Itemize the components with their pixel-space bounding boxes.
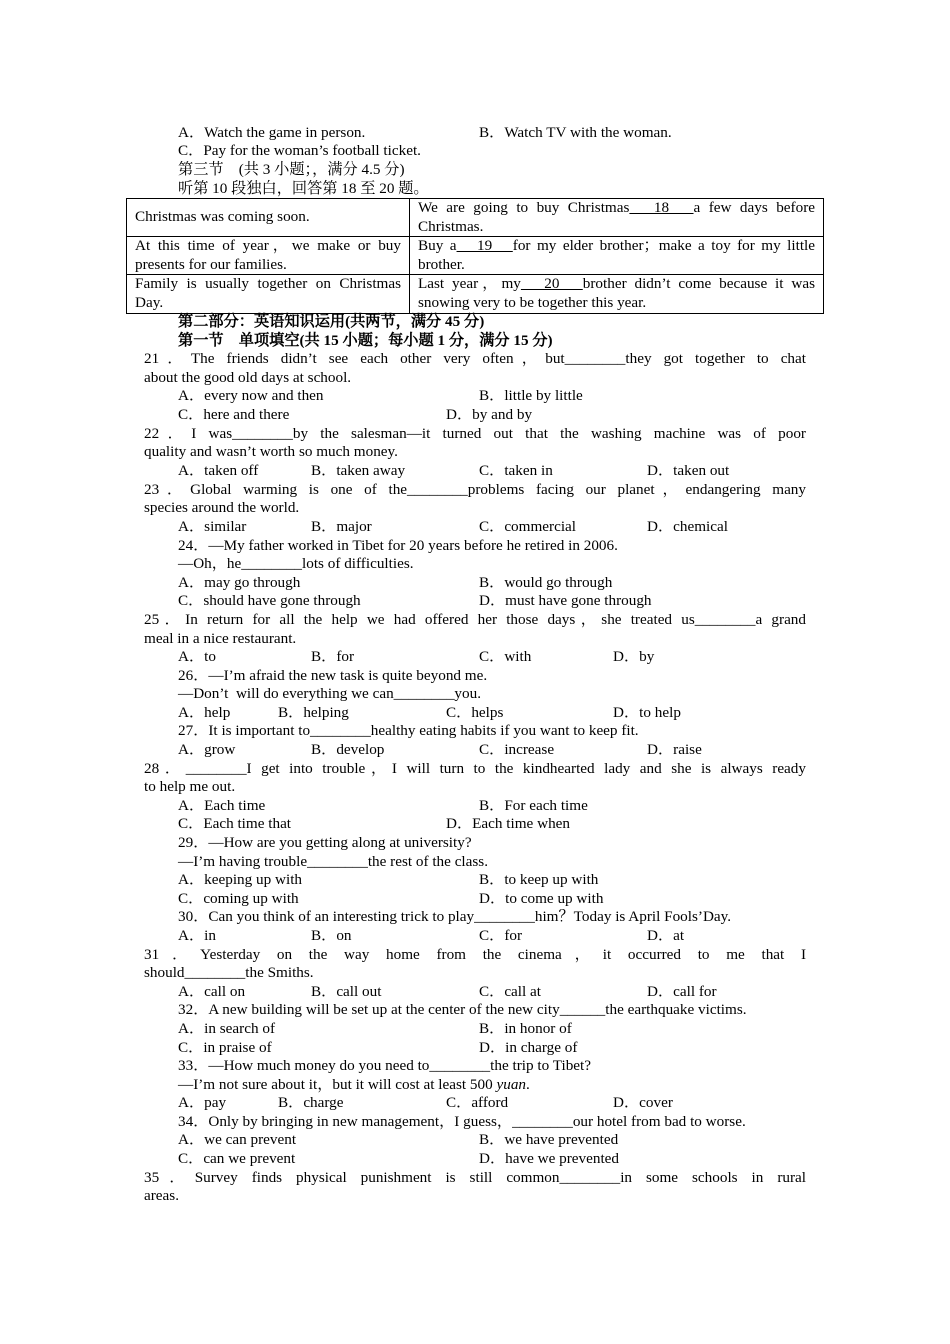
q28-option-b: B．For each time: [479, 797, 588, 814]
question-23-cont: species around the world.: [144, 499, 300, 516]
cell-text: We are going to buy Christmas: [418, 199, 630, 216]
question-29-reply: —I’m having trouble________the rest of the class.: [178, 853, 489, 870]
question-28-cont: to help me out.: [144, 778, 236, 795]
question-23: 23．Global warming is one of the________problems facing our planet，endangering many: [144, 481, 806, 498]
reply-period: .: [526, 1076, 530, 1093]
q25-option-a: A．to: [178, 648, 216, 665]
table-row: [127, 199, 824, 237]
q25-option-c: C．with: [479, 648, 532, 665]
q27-option-c: C．increase: [479, 741, 555, 758]
question-26: 26．—I’m afraid the new task is quite beyond me.: [178, 667, 488, 684]
q23-option-b: B．major: [311, 518, 372, 535]
q32-option-d: D．in charge of: [479, 1039, 578, 1056]
q27-option-b: B．develop: [311, 741, 385, 758]
q22-option-a: A．taken off: [178, 462, 259, 479]
q22-option-d: D．taken out: [647, 462, 730, 479]
q31-option-d: D．call for: [647, 983, 717, 1000]
question-24-reply: —Oh，he________lots of difficulties.: [178, 555, 414, 572]
q33-option-b: B．charge: [278, 1094, 344, 1111]
question-22: 22．I was________by the salesman—it turned out that the washing machine was of poor: [144, 425, 806, 442]
table-cell: Family is usually together on Christmas Day.: [127, 275, 410, 313]
cell-text: a few days before Christmas.: [418, 199, 815, 235]
q22-option-c: C．taken in: [479, 462, 553, 479]
cell-text: for my elder brother；make a toy for my little brother.: [418, 237, 816, 273]
table-row: [127, 275, 824, 313]
question-34: 34．Only by bringing in new management，I guess，________our hotel from bad to worse.: [178, 1113, 746, 1130]
q29-option-b: B．to keep up with: [479, 871, 599, 888]
q23-option-c: C．commercial: [479, 518, 576, 535]
answer-blank: 20: [520, 275, 583, 293]
q30-option-c: C．for: [479, 927, 523, 944]
q26-option-a: A．help: [178, 704, 231, 721]
q29-option-a: A．keeping up with: [178, 871, 303, 888]
q34-option-a: A．we can prevent: [178, 1131, 297, 1148]
q33-option-d: D．cover: [613, 1094, 673, 1111]
reply-text: —I’m not sure about it，but it will cost at least 500: [178, 1076, 497, 1093]
question-21: 21．The friends didn’t see each other very often，but________they got together to chat: [144, 350, 806, 367]
q33-option-a: A．pay: [178, 1094, 227, 1111]
q31-option-c: C．call at: [479, 983, 541, 1000]
q24-option-d: D．must have gone through: [479, 592, 652, 609]
part2-section1-title: 第一节 单项填空(共 15 小题；每小题 1 分，满分 15 分): [178, 332, 553, 349]
currency-word: yuan: [496, 1076, 527, 1093]
q30-option-d: D．at: [647, 927, 685, 944]
question-31-cont: should________the Smiths.: [144, 964, 314, 981]
question-25-cont: meal in a nice restaurant.: [144, 630, 297, 647]
option-c: C．Pay for the woman’s football ticket.: [178, 142, 421, 159]
q30-option-a: A．in: [178, 927, 216, 944]
question-27: 27．It is important to________healthy eating habits if you want to keep fit.: [178, 722, 639, 739]
q24-option-b: B．would go through: [479, 574, 613, 591]
question-33: 33．—How much money do you need to________the trip to Tibet?: [178, 1057, 591, 1074]
q32-option-a: A．in search of: [178, 1020, 275, 1037]
q34-option-c: C．can we prevent: [178, 1150, 296, 1167]
table-cell: Christmas was coming soon.: [127, 199, 410, 237]
section3-instruction: 听第 10 段独白，回答第 18 至 20 题。: [178, 180, 429, 197]
cell-text: Buy a: [418, 237, 457, 255]
q26-option-c: C．helps: [446, 704, 504, 721]
q34-option-d: D．have we prevented: [479, 1150, 620, 1167]
option-b: B．Watch TV with the woman.: [479, 124, 672, 141]
question-35-cont: areas.: [144, 1187, 179, 1204]
q27-option-a: A．grow: [178, 741, 236, 758]
q27-option-d: D．raise: [647, 741, 702, 758]
table-cell: [410, 275, 824, 313]
answer-blank: 19: [456, 237, 513, 255]
question-22-cont: quality and wasn’t worth so much money.: [144, 443, 398, 460]
q23-option-a: A．similar: [178, 518, 247, 535]
section3-title: 第三节 (共 3 小题；，满分 4.5 分): [178, 161, 405, 178]
q31-option-b: B．call out: [311, 983, 382, 1000]
question-28: 28．________I get into trouble，I will turn to the kindhearted lady and she is always ready: [144, 760, 806, 777]
cell-text: Last year，my: [418, 275, 521, 293]
q28-option-a: A．Each time: [178, 797, 266, 814]
question-25: 25．In return for all the help we had offered her those days，she treated us________a grand: [144, 611, 806, 628]
table-cell: [410, 199, 824, 237]
q23-option-d: D．chemical: [647, 518, 728, 535]
question-29: 29．—How are you getting along at university?: [178, 834, 472, 851]
q30-option-b: B．on: [311, 927, 352, 944]
question-24: 24．—My father worked in Tibet for 20 years before he retired in 2006.: [178, 537, 618, 554]
q21-option-a: A．every now and then: [178, 387, 324, 404]
q32-option-b: B．in honor of: [479, 1020, 572, 1037]
table-cell: [410, 237, 824, 275]
q25-option-d: D．by: [613, 648, 655, 665]
q24-option-c: C．should have gone through: [178, 592, 361, 609]
question-32: 32．A new building will be set up at the center of the new city______the earthquake victims.: [178, 1001, 747, 1018]
q32-option-c: C．in praise of: [178, 1039, 272, 1056]
option-a: A．Watch the game in person.: [178, 124, 366, 141]
question-35: 35．Survey finds physical punishment is still common________in some schools in rural: [144, 1169, 806, 1186]
q25-option-b: B．for: [311, 648, 355, 665]
table-row: [127, 237, 824, 275]
q24-option-a: A．may go through: [178, 574, 301, 591]
q34-option-b: B．we have prevented: [479, 1131, 619, 1148]
q21-option-c: C．here and there: [178, 406, 290, 423]
question-26-reply: —Don’t will do everything we can________you.: [178, 685, 482, 702]
q26-option-b: B．helping: [278, 704, 349, 721]
q28-option-d: D．Each time when: [446, 815, 570, 832]
q31-option-a: A．call on: [178, 983, 246, 1000]
q21-option-b: B．little by little: [479, 387, 583, 404]
q28-option-c: C．Each time that: [178, 815, 292, 832]
cell-text: brother didn’t come because it was snowing very to be together this year.: [418, 275, 815, 311]
q22-option-b: B．taken away: [311, 462, 406, 479]
question-33-reply: [178, 1076, 530, 1095]
table-cell: At this time of year，we make or buy presents for our families.: [127, 237, 410, 275]
q21-option-d: D．by and by: [446, 406, 533, 423]
question-30: 30．Can you think of an interesting trick to play________him？Today is April Fools’Day.: [178, 908, 732, 925]
q29-option-d: D．to come up with: [479, 890, 604, 907]
q29-option-c: C．coming up with: [178, 890, 299, 907]
answer-blank: 18: [629, 199, 694, 216]
question-21-cont: about the good old days at school.: [144, 369, 352, 386]
q33-option-c: C．afford: [446, 1094, 509, 1111]
listening-table: [126, 198, 824, 314]
q26-option-d: D．to help: [613, 704, 681, 721]
part2-title: 第二部分：英语知识运用(共两节，满分 45 分): [178, 313, 485, 330]
question-31: 31．Yesterday on the way home from the cinema，it occurred to me that I: [144, 946, 806, 963]
